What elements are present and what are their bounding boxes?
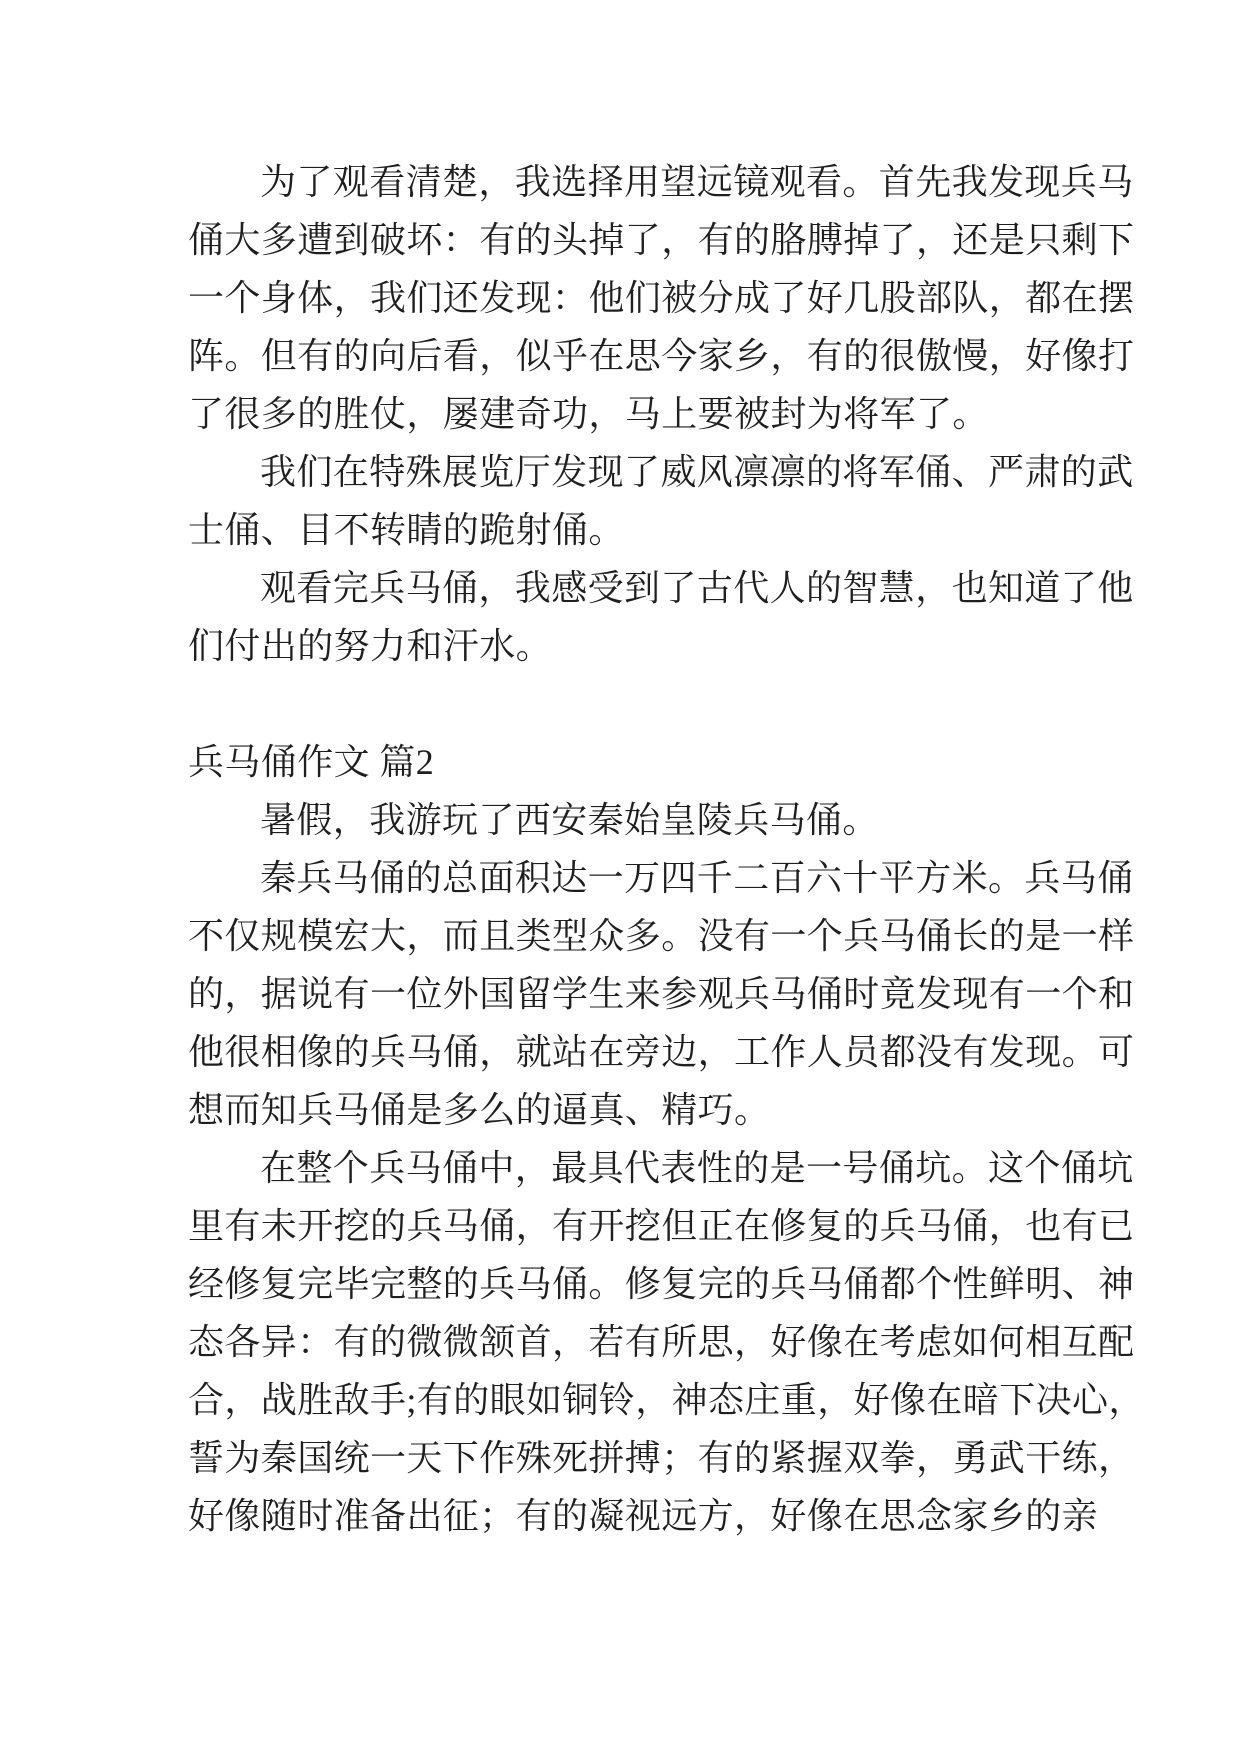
text-line: 经修复完毕完整的兵马俑。修复完的兵马俑都个性鲜明、神 bbox=[188, 1264, 1135, 1304]
text-line: 观看完兵马俑，我感受到了古代人的智慧，也知道了他 bbox=[260, 568, 1134, 608]
text-line: 态各异：有的微微颔首，若有所思，好像在考虑如何相互配 bbox=[188, 1322, 1135, 1362]
essay-section-heading: 兵马俑作文 篇2 bbox=[188, 742, 435, 782]
text-line: 他很相像的兵马俑，就站在旁边，工作人员都没有发现。可 bbox=[188, 1032, 1135, 1072]
text-line: 俑大多遭到破坏：有的头掉了，有的胳膊掉了，还是只剩下 bbox=[188, 220, 1135, 260]
text-line: 里有未开挖的兵马俑，有开挖但正在修复的兵马俑，也有已 bbox=[188, 1206, 1135, 1246]
text-line: 不仅规模宏大，而且类型众多。没有一个兵马俑长的是一样 bbox=[188, 916, 1135, 956]
text-line: 了很多的胜仗，屡建奇功，马上要被封为将军了。 bbox=[188, 394, 989, 434]
text-line: 想而知兵马俑是多么的逼真、精巧。 bbox=[188, 1090, 771, 1130]
text-line: 士俑、目不转睛的跪射俑。 bbox=[188, 510, 625, 550]
essay-text-block bbox=[188, 153, 1145, 1545]
text-line: 好像随时准备出征；有的凝视远方，好像在思念家乡的亲 bbox=[188, 1496, 1099, 1536]
text-line: 为了观看清楚，我选择用望远镜观看。首先我发现兵马 bbox=[260, 162, 1134, 202]
text-line: 一个身体，我们还发现：他们被分成了好几股部队，都在摆 bbox=[188, 278, 1135, 318]
text-line: 誓为秦国统一天下作殊死拼搏；有的紧握双拳，勇武干练， bbox=[188, 1438, 1135, 1478]
text-line: 合，战胜敌手;有的眼如铜铃，神态庄重，好像在暗下决心， bbox=[188, 1380, 1145, 1420]
text-line: 阵。但有的向后看，似乎在思今家乡，有的很傲慢，好像打 bbox=[188, 336, 1135, 376]
text-line: 秦兵马俑的总面积达一万四千二百六十平方米。兵马俑 bbox=[260, 858, 1134, 898]
text-line: 在整个兵马俑中，最具代表性的是一号俑坑。这个俑坑 bbox=[260, 1148, 1134, 1188]
text-line: 我们在特殊展览厅发现了威风凛凛的将军俑、严肃的武 bbox=[260, 452, 1134, 492]
text-line: 暑假，我游玩了西安秦始皇陵兵马俑。 bbox=[260, 800, 879, 840]
text-line: 们付出的努力和汗水。 bbox=[188, 626, 553, 666]
text-line: 的，据说有一位外国留学生来参观兵马俑时竟发现有一个和 bbox=[188, 974, 1135, 1014]
